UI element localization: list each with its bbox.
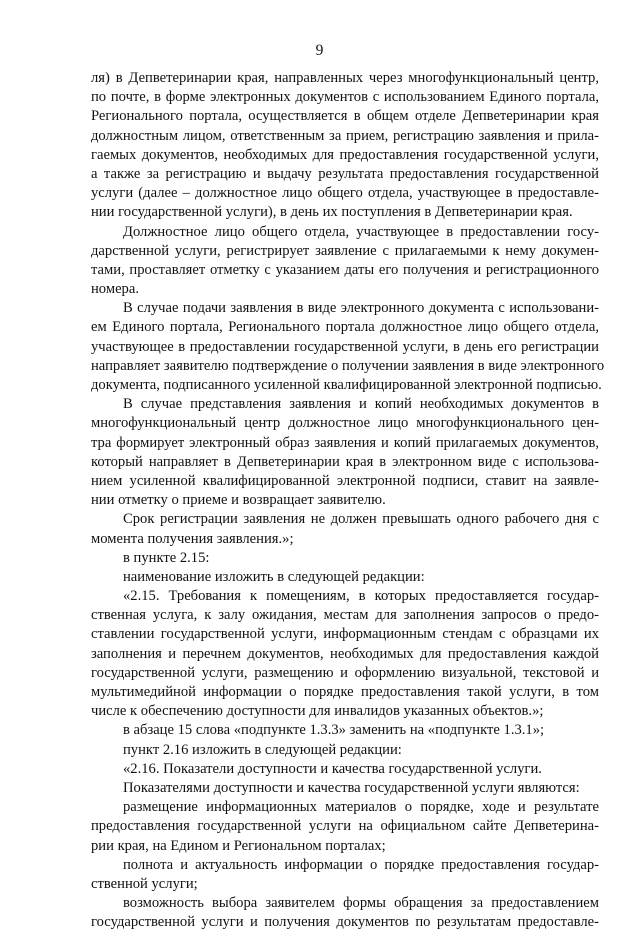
text-line: ственной услуги;: [91, 875, 198, 892]
text-line: В случае представления заявления и копий необходимых документов в: [123, 396, 599, 413]
text-line: тами, проставляет отметку с указанием даты его получения и регистрационного: [91, 261, 599, 278]
text-line: возможность выбора заявителем формы обращения за предоставлением: [123, 895, 599, 912]
text-line: В случае подачи заявления в виде электронного документа с использовани-: [123, 300, 599, 317]
text-line: услуги (далее – должностное лицо общего отдела, участвующее в предоставле-: [91, 185, 599, 202]
text-line: предоставления государственной услуги на официальном сайте Депветерина-: [91, 818, 599, 835]
text-line: Показателями доступности и качества государственной услуги являются:: [123, 779, 580, 796]
text-line: полнота и актуальность информации о порядке предоставления государ-: [123, 856, 599, 873]
text-line: Срок регистрации заявления не должен превышать одного рабочего дня с: [123, 511, 599, 528]
text-line: тра формирует электронный образ заявления и копий прилагаемых документов,: [91, 434, 599, 451]
text-line: числе к обеспечению доступности для инвалидов указанных объектов.»;: [91, 703, 544, 720]
text-line: номера.: [91, 281, 139, 298]
text-line: пункт 2.16 изложить в следующей редакции:: [123, 741, 402, 758]
text-line: направляет заявителю подтверждение о получении заявления в виде электронного: [91, 357, 605, 374]
text-line: размещение информационных материалов о порядке, ходе и результате: [123, 799, 599, 816]
text-line: в абзаце 15 слова «подпункте 1.3.3» заменить на «подпункте 1.3.1»;: [123, 722, 545, 739]
text-line: наименование изложить в следующей редакции:: [123, 568, 425, 585]
text-line: гаемых документов, необходимых для предоставления государственной услуги,: [91, 146, 599, 163]
text-line: дарственной услуги, регистрирует заявление с прилагаемыми к нему докумен-: [91, 242, 599, 259]
text-line: ем Единого портала, Регионального портала должностное лицо общего отдела,: [91, 319, 599, 336]
text-line: ля) в Депветеринарии края, направленных через многофункциональный центр,: [91, 70, 599, 86]
text-line: участвующее в предоставлении государственной услуги, в день его регистрации: [91, 338, 599, 355]
text-line: государственной услуги и получения документов по результатам предоставле-: [91, 914, 599, 931]
text-line: нии отметку о приеме и возвращает заявителю.: [91, 492, 386, 509]
text-line: а также за регистрацию и выдачу результата предоставления государственной: [91, 165, 599, 182]
text-line: должностным лицом, ответственным за прием, регистрацию заявления и прила-: [91, 127, 599, 144]
text-line: многофункциональный центр должностное лицо многофункционального цен-: [91, 415, 599, 432]
text-line: ставлении государственной услуги, информационным стендам с образцами их: [91, 626, 599, 643]
text-line: момента получения заявления.»;: [91, 530, 294, 547]
text-line: мультимедийной информации о порядке предоставления такой услуги, в том: [91, 684, 599, 700]
text-line: Должностное лицо общего отдела, участвующее в предоставлении госу-: [123, 223, 599, 240]
document-body: [91, 69, 605, 932]
text-line: рии края, на Едином и Региональном порталах;: [91, 837, 386, 854]
text-line: заполнения и перечнем документов, необходимых для предоставления каждой: [91, 645, 599, 662]
text-line: «2.16. Показатели доступности и качества государственной услуги.: [123, 760, 542, 777]
text-line: который направляет в Депветеринарии края в электронном виде с использова-: [91, 453, 599, 470]
text-line: документа, подписанного усиленной квалифицированной электронной подписью.: [91, 377, 602, 393]
text-line: Регионального портала, осуществляется в общем отделе Депветеринарии края: [91, 108, 599, 125]
text-line: в пункте 2.15:: [123, 549, 210, 566]
text-line: ственная услуга, к залу ожидания, местам для заполнения запросов о предо-: [91, 607, 599, 624]
page-number: 9: [315, 42, 324, 59]
text-line: «2.15. Требования к помещениям, в которых предоставляется государ-: [123, 588, 599, 605]
text-line: государственной услуги, размещению и оформлению визуальной, текстовой и: [91, 664, 599, 681]
text-line: по почте, в форме электронных документов с использованием Единого портала,: [91, 89, 599, 106]
text-line: нием усиленной квалифицированной электронной подписи, ставит на заявле-: [91, 472, 599, 489]
text-line: нии государственной услуги), в день их поступления в Депветеринарии края.: [91, 204, 573, 221]
